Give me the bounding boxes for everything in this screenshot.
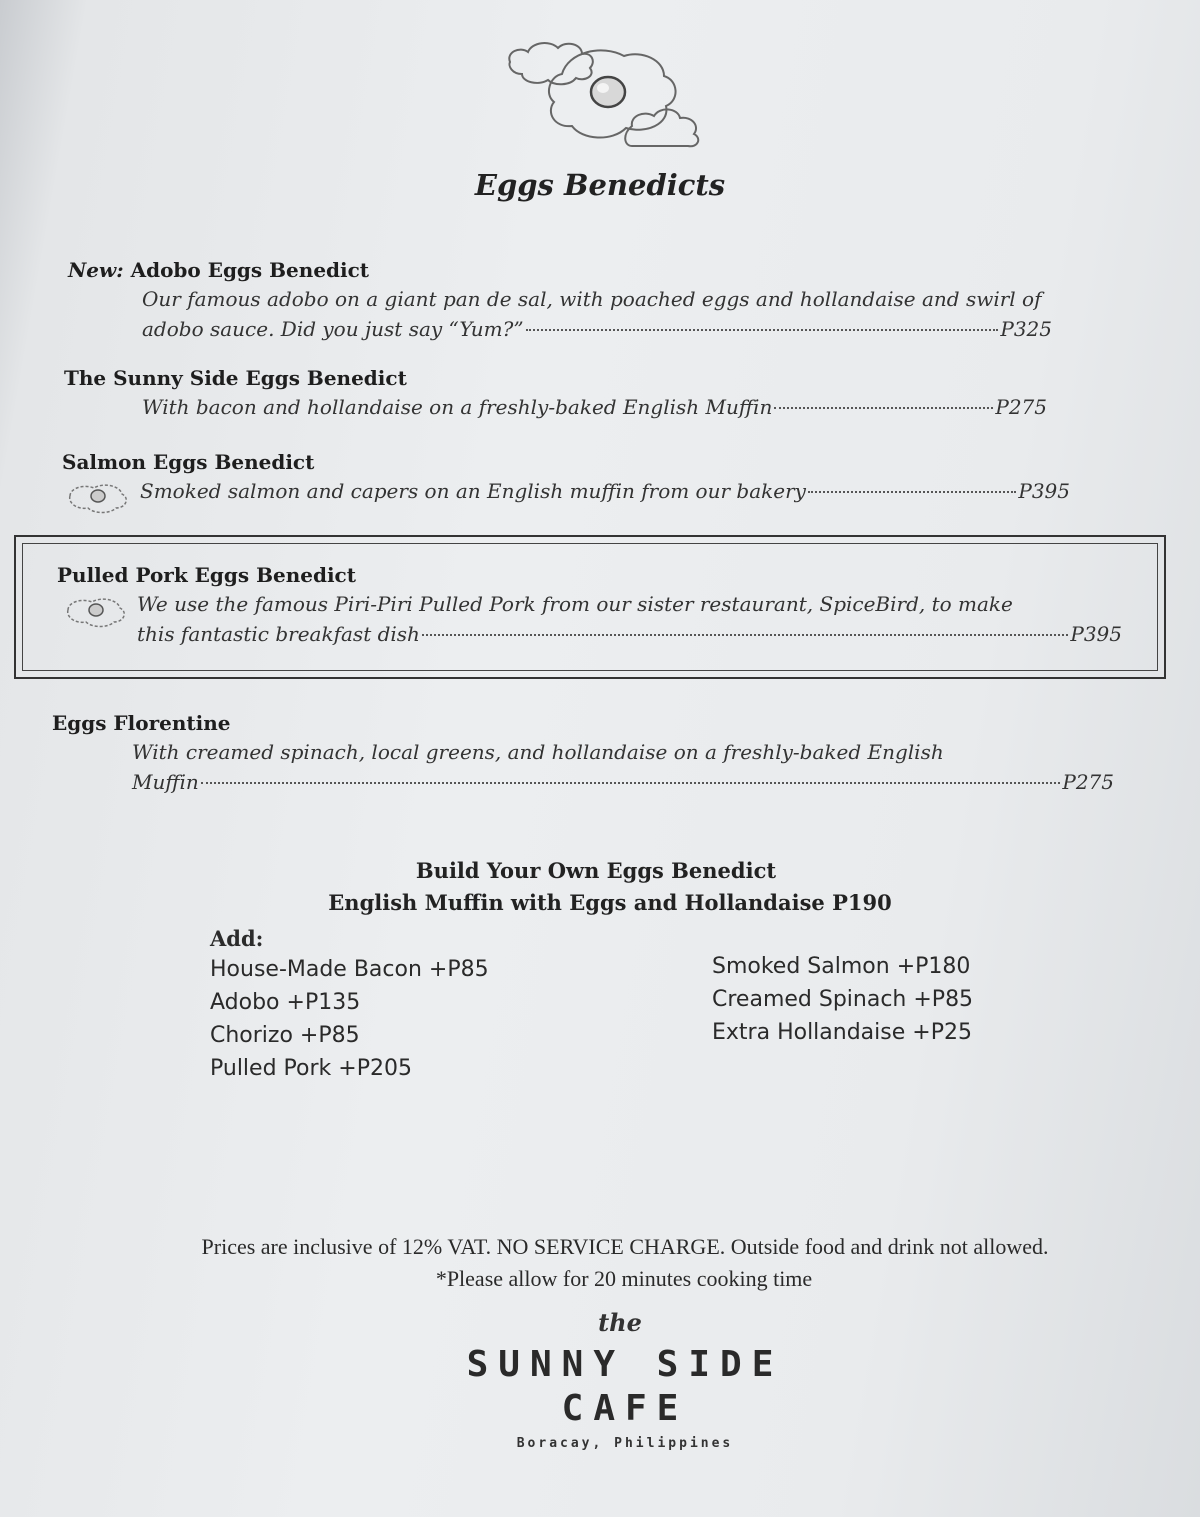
desc-line: Our famous adobo on a giant pan de sal, with poached eggs and hollandaise and swirl of [142,287,1042,311]
item-description [62,476,1082,506]
logo-the: the [598,1308,642,1337]
addons-left-column [210,953,489,1085]
desc-line: adobo sauce. Did you just say “Yum?” [142,317,524,341]
item-name: The Sunny Side Eggs Benedict [64,366,407,390]
addon-item: Pulled Pork +P205 [210,1056,412,1081]
desc-line: this fantastic breakfast dish [137,622,420,646]
item-title: Adobo Eggs Benedict [130,258,370,282]
addon-item: Adobo +P135 [210,990,361,1015]
item-prefix: New: [68,258,124,282]
item-name: Salmon Eggs Benedict [62,450,315,474]
logo-line-1: SUNNY SIDE [466,1344,784,1385]
item-description [52,737,1132,797]
desc-line: Muffin [132,770,199,794]
item-price: P275 [995,395,1047,419]
addons-right-column [712,950,973,1049]
addon-item: Extra Hollandaise +P25 [712,1020,972,1045]
addon-item: House-Made Bacon +P85 [210,957,489,982]
addon-item: Chorizo +P85 [210,1023,360,1048]
item-price: P395 [1070,622,1122,646]
add-label: Add: [210,926,264,951]
item-price: P325 [1000,317,1052,341]
menu-title: Eggs Benedicts [474,168,726,202]
addon-item: Smoked Salmon +P180 [712,954,971,979]
menu-item-salmon [62,450,1082,506]
item-name: Pulled Pork Eggs Benedict [57,563,356,587]
logo-location: Boracay, Philippines [516,1436,734,1451]
item-description [68,284,1108,344]
item-description [57,589,1137,649]
desc-line: We use the famous Piri-Piri Pulled Pork from our sister restaurant, SpiceBird, to make [137,592,1013,616]
menu-item-sunny-side [64,366,1064,422]
desc-line: With creamed spinach, local greens, and hollandaise on a freshly-baked English [132,740,944,764]
desc-line: Smoked salmon and capers on an English muffin from our bakery [140,479,806,503]
item-price: P395 [1018,479,1070,503]
menu-item-florentine [52,711,1132,797]
build-your-own-title: Build Your Own Eggs Benedict [415,858,777,883]
logo-line-2: CAFE [561,1388,689,1429]
item-name [68,258,1108,282]
item-description [64,392,1064,422]
item-name: Eggs Florentine [52,711,231,735]
menu-item-adobo [68,258,1108,344]
build-your-own-base: English Muffin with Eggs and Hollandaise P190 [328,890,892,915]
addon-item: Creamed Spinach +P85 [712,987,974,1012]
desc-line: With bacon and hollandaise on a freshly-baked English Muffin [142,395,773,419]
item-price: P275 [1062,770,1114,794]
sunny-side-egg-cloud-icon [500,30,720,150]
cooking-time-note: *Please allow for 20 minutes cooking time [435,1266,813,1291]
pricing-note: Prices are inclusive of 12% VAT. NO SERVICE CHARGE. Outside food and drink not allowed. [201,1234,1049,1259]
menu-item-pulled-pork [57,563,1137,649]
